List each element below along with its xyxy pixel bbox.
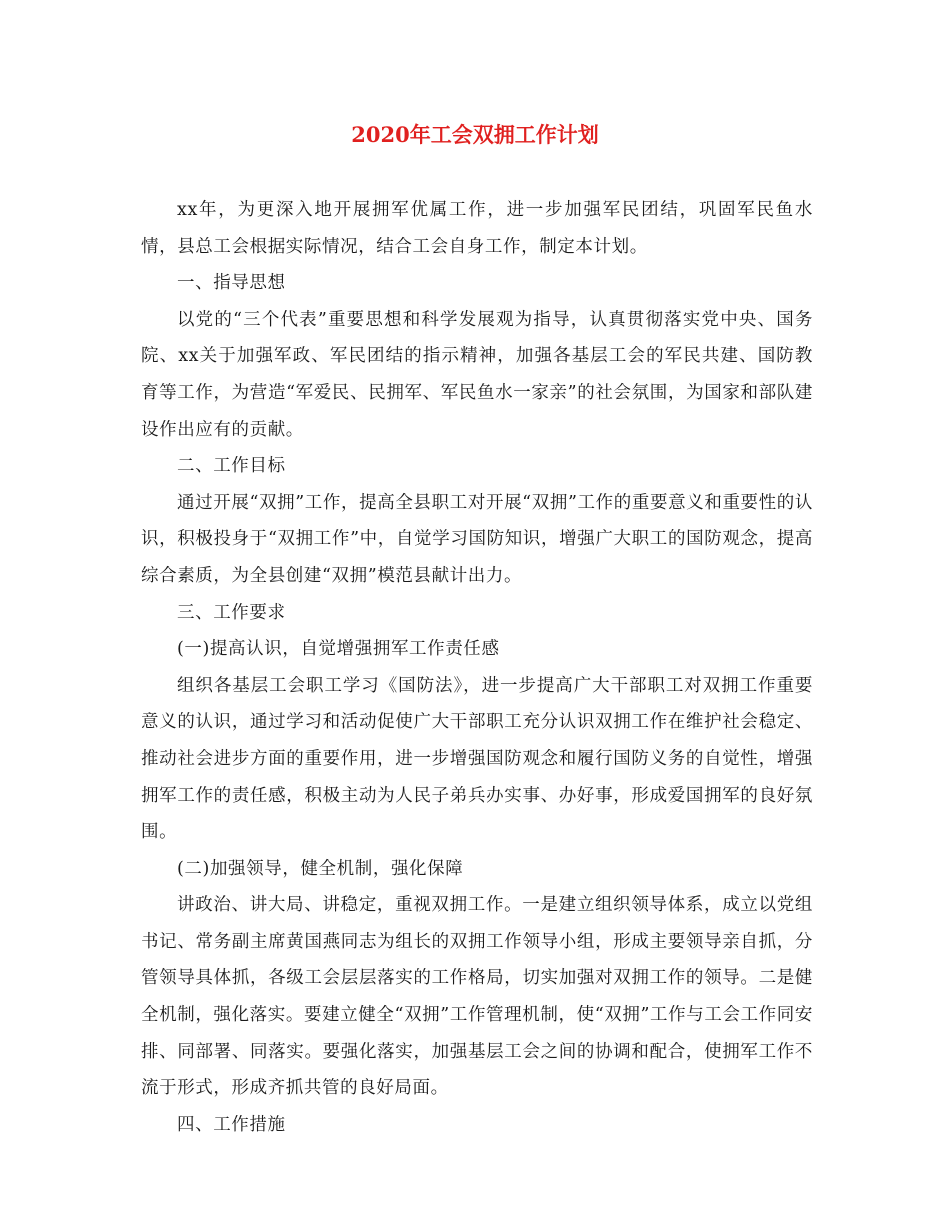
work-goals-paragraph: 通过开展“双拥”工作，提高全县职工对开展“双拥”工作的重要意义和重要性的认识，积极投身于“双拥工作”中，自觉学习国防知识，增强广大职工的国防观念，提高综合素质，为全县创建“双拥”模范县献计出力。: [141, 492, 813, 586]
subsection-1-paragraph: 组织各基层工会职工学习《国防法》，进一步提高广大干部职工对双拥工作重要意义的认识，通过学习和活动促使广大干部职工充分认识双拥工作在维护社会稳定、推动社会进步方面的重要作用，进一步增强国防观念和履行国防义务的自觉性，增强拥军工作的责任感，积极主动为人民子弟兵办实事、办好事，形成爱国拥军的良好氛围。: [141, 675, 813, 843]
document-title: 2020年工会双拥工作计划: [351, 122, 599, 147]
section-heading-work-goals: 二、工作目标: [177, 456, 286, 477]
subsection-2-paragraph: 讲政治、讲大局、讲稳定，重视双拥工作。一是建立组织领导体系，成立以党组书记、常务副主席黄国燕同志为组长的双拥工作领导小组，形成主要领导亲自抓，分管领导具体抓，各级工会层层落实的工作格局，切实加强对双拥工作的领导。二是健全机制，强化落实。要建立健全“双拥”工作管理机制，使“双拥”工作与工会工作同安排、同部署、同落实。要强化落实，加强基层工会之间的协调和配合，使拥军工作不流于形式，形成齐抓共管的良好局面。: [141, 895, 813, 1099]
section-heading-work-measures: 四、工作措施: [177, 1114, 286, 1135]
section-heading-guiding-ideology: 一、指导思想: [177, 273, 286, 294]
subsection-heading-1: (一)提高认识，自觉增强拥军工作责任感: [177, 639, 500, 660]
intro-paragraph: xx年，为更深入地开展拥军优属工作，进一步加强军民团结，巩固军民鱼水情，县总工会根据实际情况，结合工会自身工作，制定本计划。: [141, 200, 813, 257]
subsection-heading-2: (二)加强领导，健全机制，强化保障: [177, 858, 464, 879]
guiding-ideology-paragraph: 以党的“三个代表”重要思想和科学发展观为指导，认真贯彻落实党中央、国务院、xx关于加强军政、军民团结的指示精神，加强各基层工会的军民共建、国防教育等工作，为营造“军爱民、民拥军、军民鱼水一家亲”的社会氛围，为国家和部队建设作出应有的贡献。: [141, 309, 813, 440]
section-heading-work-requirements: 三、工作要求: [177, 602, 286, 623]
document-body: [141, 192, 813, 1143]
